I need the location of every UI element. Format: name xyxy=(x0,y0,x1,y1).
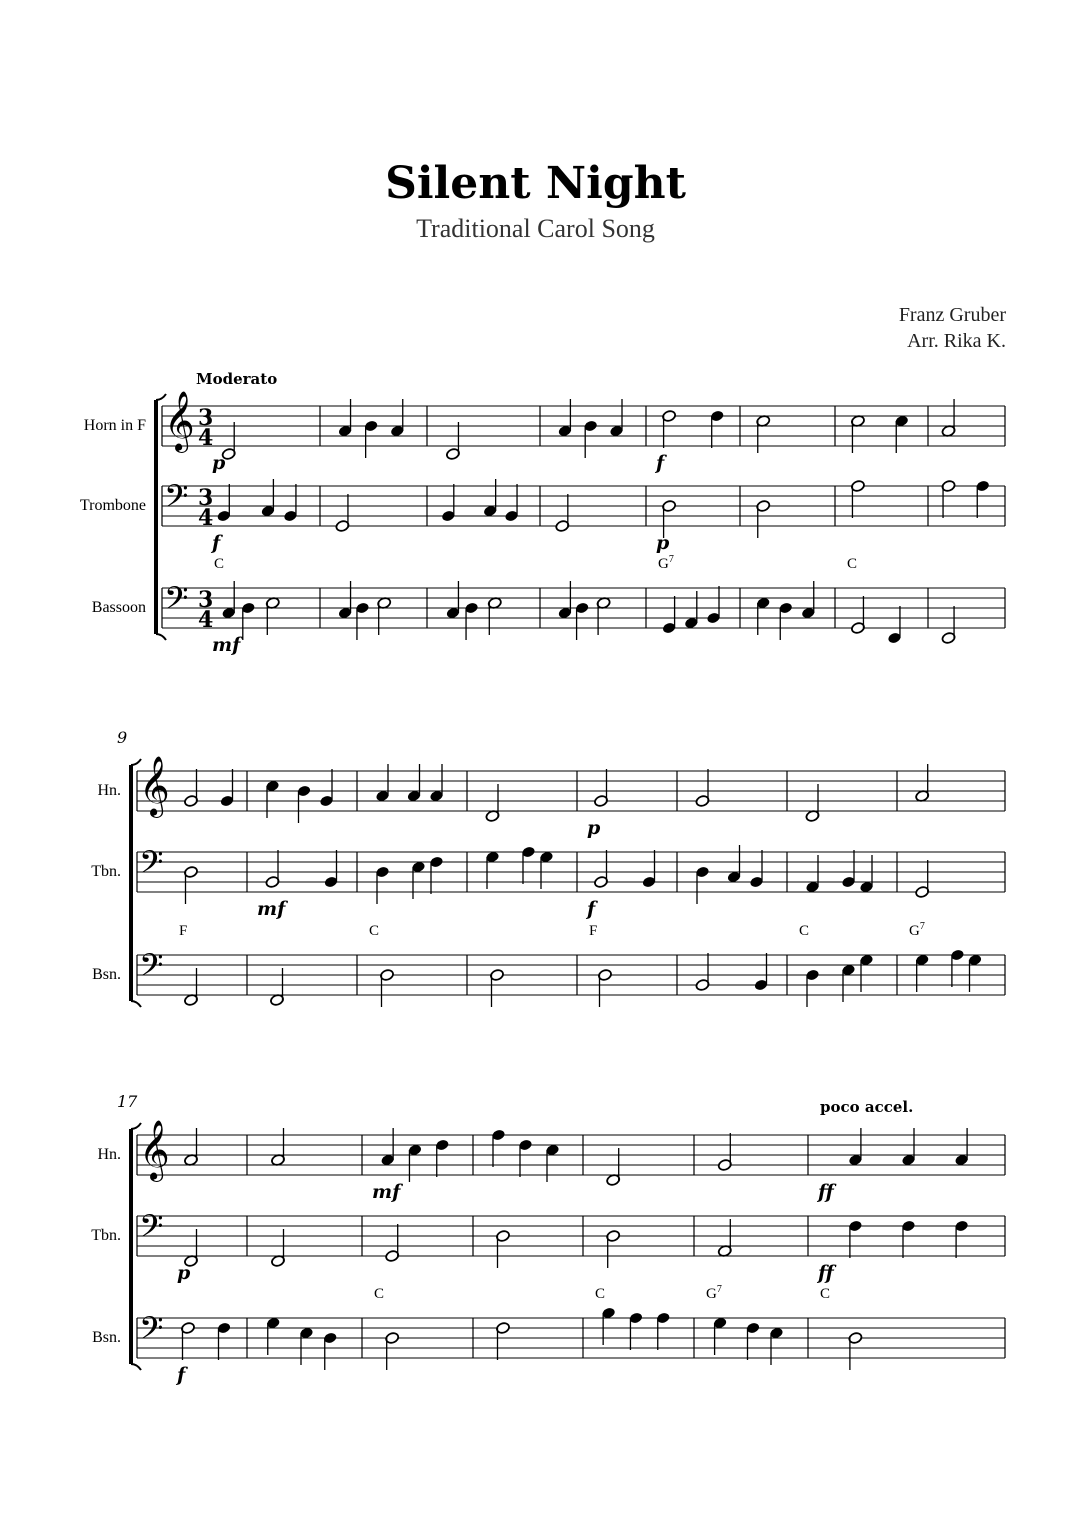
measure-number: 17 xyxy=(117,1092,138,1111)
chord-symbol: F xyxy=(589,923,598,939)
bass-clef-icon: 𝄢 xyxy=(139,1208,164,1252)
dynamic-marking: ff xyxy=(818,1262,834,1284)
dynamic-marking: mf xyxy=(212,634,241,656)
chord-symbol: C xyxy=(369,923,380,939)
dynamic-marking: p xyxy=(656,532,670,554)
chord-symbol: F xyxy=(179,923,188,939)
instrument-label: Trombone xyxy=(79,497,146,514)
time-signature-top: 3 xyxy=(198,485,214,511)
arranger-name: Arr. Rika K. xyxy=(907,330,1006,352)
dynamic-marking: mf xyxy=(372,1181,401,1203)
dynamic-marking: f xyxy=(587,898,596,920)
instrument-label: Hn. xyxy=(97,1146,121,1163)
time-signature-bottom: 4 xyxy=(198,607,214,633)
chord-symbol: $G^7$ xyxy=(909,921,925,939)
instrument-label: Bsn. xyxy=(92,966,121,983)
bass-clef-icon: 𝄢 xyxy=(164,580,189,624)
time-signature-bottom: 4 xyxy=(198,425,214,451)
dynamic-marking: p xyxy=(587,817,601,839)
chord-symbol: C xyxy=(847,556,858,572)
chord-symbol: C xyxy=(820,1286,831,1302)
instrument-label: Tbn. xyxy=(91,1227,121,1244)
time-signature-top: 3 xyxy=(198,587,214,613)
time-signature-top: 3 xyxy=(198,405,214,431)
dynamic-marking: p xyxy=(177,1262,191,1284)
dynamic-marking: ff xyxy=(818,1181,834,1203)
bass-clef-icon: 𝄢 xyxy=(139,844,164,888)
chord-symbol: C xyxy=(595,1286,606,1302)
composer-name: Franz Gruber xyxy=(898,304,1006,326)
dynamic-marking: f xyxy=(656,452,665,474)
dynamic-marking: f xyxy=(212,532,221,554)
dynamic-marking: f xyxy=(177,1364,186,1386)
chord-symbol: $G^7$ xyxy=(706,1284,722,1302)
treble-clef-icon: 𝄞 xyxy=(139,1120,170,1180)
bass-clef-icon: 𝄢 xyxy=(139,1310,164,1354)
time-signature-bottom: 4 xyxy=(198,505,214,531)
instrument-label: Bassoon xyxy=(91,599,146,616)
instrument-label: Bsn. xyxy=(92,1329,121,1346)
bass-clef-icon: 𝄢 xyxy=(164,478,189,522)
bass-clef-icon: 𝄢 xyxy=(139,947,164,991)
dynamic-marking: mf xyxy=(257,898,286,920)
dynamic-marking: p xyxy=(212,452,226,474)
instrument-label: Horn in F xyxy=(83,417,146,434)
treble-clef-icon: 𝄞 xyxy=(139,756,170,816)
chord-symbol-extension: 7 xyxy=(716,1284,722,1295)
chord-symbol-extension: 7 xyxy=(919,921,925,932)
chord-symbol: C xyxy=(374,1286,385,1302)
chord-symbol: C xyxy=(799,923,810,939)
tempo-change-marking: poco accel. xyxy=(820,1098,914,1116)
chord-symbol-extension: 7 xyxy=(668,554,674,565)
tempo-marking: Moderato xyxy=(196,370,278,388)
chord-symbol: $G^7$ xyxy=(658,554,674,572)
instrument-label: Tbn. xyxy=(91,863,121,880)
treble-clef-icon: 𝄞 xyxy=(164,391,195,451)
measure-number: 9 xyxy=(117,728,128,747)
chord-symbol: C xyxy=(214,556,225,572)
score-title: Silent Night xyxy=(385,158,686,209)
score-subtitle: Traditional Carol Song xyxy=(416,214,655,243)
instrument-label: Hn. xyxy=(97,782,121,799)
